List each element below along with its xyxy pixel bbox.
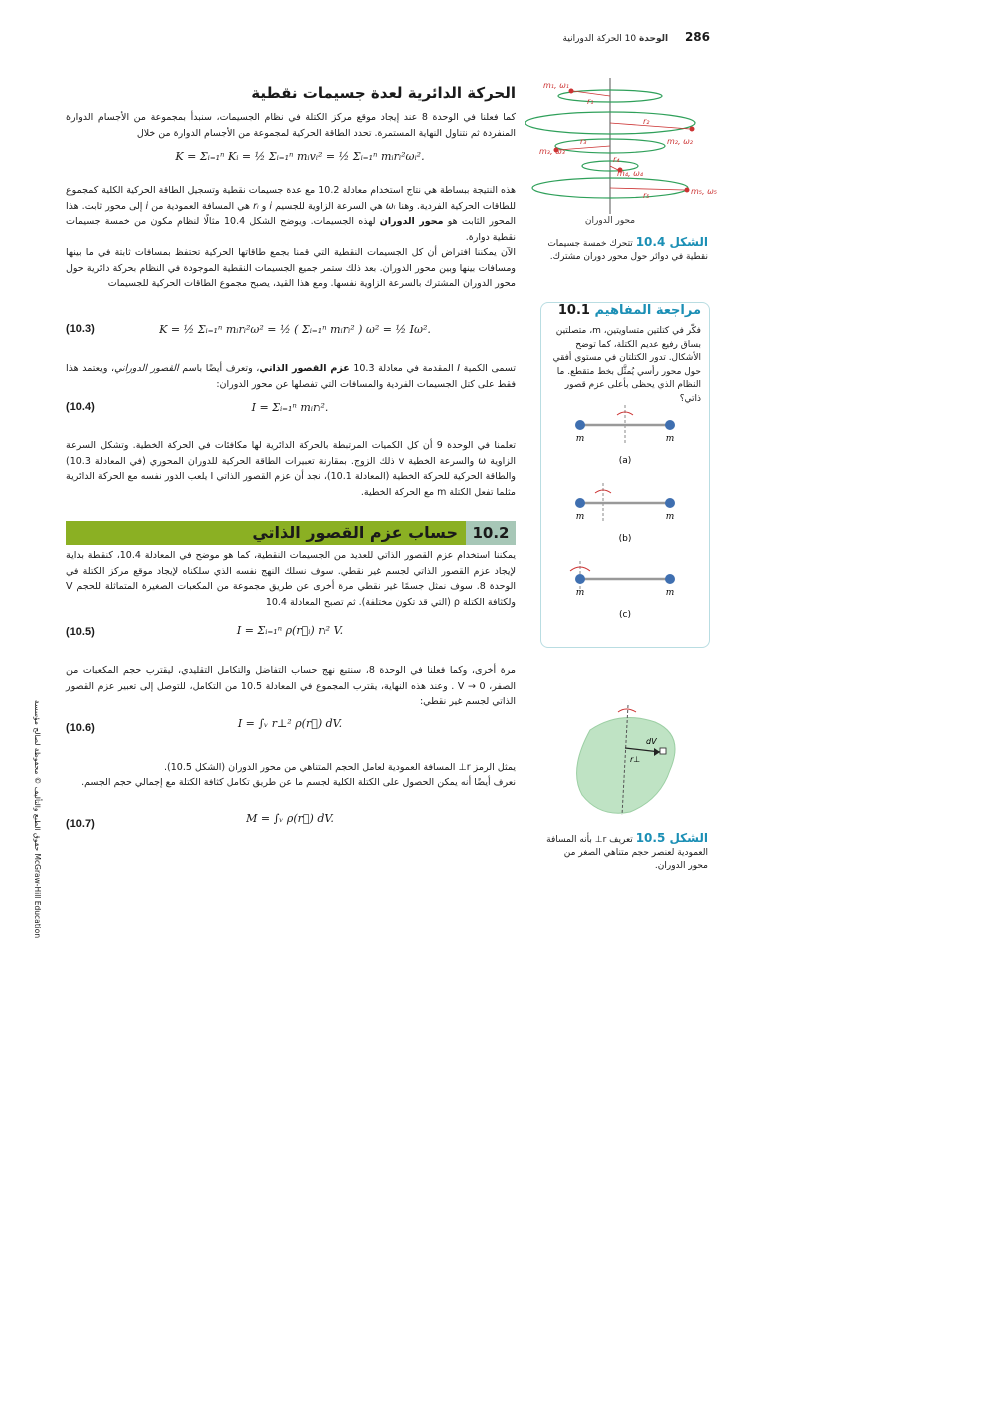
equation-number-10-7: (10.7) <box>66 818 95 830</box>
particle-2 <box>690 127 695 132</box>
paragraph-constraint: الآن يمكننا افتراض أن كل الجسيمات النقطية التي قمنا بجمع طاقاتها الحركية تحتفظ بمسافات ثابتة في ما بينها ومسافات بينها وبين محور الدوران. بعد ذلك ستمر جميع الجسيمات النقطية الموجودة في النظام بحركة دائرية حول محور الدوران المشترك بالسرعة الزاوية نفسها. ومع هذا القيد، يصبح مجموع الطاقات الحركية للجسيمات <box>66 247 516 289</box>
label-r4: r₄ <box>613 155 620 164</box>
section-2-title: حساب عزم القصور الذاتي <box>252 523 458 542</box>
mass-label-b-right: m <box>665 512 675 522</box>
p2-bold-axis: محور الدوران <box>379 216 444 227</box>
equation-number-10-6: (10.6) <box>66 722 95 734</box>
paragraph-nonpoint: يمكننا استخدام عزم القصور الذاتي للعديد من الجسيمات النقطية، كما هو موضح في المعادلة 10.4، كنقطة بداية لإيجاد عزم القصور الذاتي لجسم غير نقطي. سوف نسلك النهج نفسه الذي سلكناه لإيجاد موقع مركز الكتلة في الوحدة 8. سوف نمثل جسمًا غير نقطي مرة أخرى عن طريق مجموعة من المكعبات الصغيرة المتماثلة للحجم V ولكثافة الكتلة ρ (التي قد تكون مختلفة). ثم تصبح المعادلة 10.4 <box>66 550 516 608</box>
p2-text-b: هي السرعة الزاوية للجسيم <box>272 200 386 212</box>
label-r2: r₂ <box>643 117 650 126</box>
option-a-label: (a) <box>618 456 632 466</box>
equation-number-10-5: (10.5) <box>66 626 95 638</box>
figure-10-4-text: تتحرك خمسة جسيمات نقطية في دوائر حول محور دوران مشترك. <box>547 239 708 262</box>
figure-10-5-caption <box>545 832 708 873</box>
p2-omega: ωᵢ <box>385 200 396 212</box>
label-m2: m₂, ω₂ <box>667 137 693 146</box>
label-m3: m₃, ω₃ <box>539 147 565 156</box>
equation-10-5: I = Σᵢ₌₁ⁿ ρ(r⃗ᵢ) rᵢ² V. <box>236 624 344 637</box>
concept-review-box <box>540 302 710 648</box>
mass-c-right <box>665 574 675 584</box>
paragraph-integral-limit: مرة أخرى، وكما فعلنا في الوحدة 8، سنتبع نهج حساب التفاضل والتكامل التقليدي، ليقترب حجم المكعبات من الصفر، V → 0 . وعند هذه النهاية، يقترب المجموع في المعادلة 10.5 من التكامل، للتوصل إلى تعبير عزم القصور الذاتي لجسم غير نقطي: <box>66 665 517 707</box>
paragraph-analogy: تعلمنا في الوحدة 9 أن كل الكميات المرتبطة بالحركة الدائرية لها مكافئات في الحركة الخطية. وتشكل السرعة الزاوية ω والسرعة الخطية v ذلك الزوج. بمقارنة تعبيرات الطاقة الحركية للدوران المحوري (في المعادلة 10.3) والطاقة الحركية للحركة الخطية (المعادلة 10.1)، نجد أن عزم القصور الذاتي I يلعب الدور نفسه مع الحركة الدائرية مثلما تفعل الكتلة m مع الحركة الخطية. <box>66 440 517 498</box>
p4-text-d: ، ويعتمد هذا فقط على كتل الجسيمات الفردية والمسافات التي تفصلها عن محور الدوران: <box>66 363 516 390</box>
equation-number-10-3: (10.3) <box>66 323 95 335</box>
paragraph-total-mass: نعرف أيضًا أنه يمكن الحصول على الكتلة الكلية لجسم ما عن طريق تكامل كثافة الكتلة مع إجمالي حجم الجسم. <box>81 777 516 788</box>
p4-text-c: ، وتعرف أيضًا باسم <box>178 363 260 374</box>
mass-b-left <box>575 498 585 508</box>
irregular-body <box>577 718 675 814</box>
unit-number: 10 <box>624 34 637 44</box>
mass-label-a-right: m <box>665 434 675 444</box>
running-header <box>540 30 710 48</box>
unit-label: الوحدة <box>638 34 669 44</box>
mass-c-left <box>575 574 585 584</box>
rotation-arrow <box>618 709 636 712</box>
mass-label-a-left: m <box>575 434 585 444</box>
dumbbell-options <box>555 403 695 633</box>
paragraph-intro: كما فعلنا في الوحدة 8 عند إيجاد موقع مركز الكتلة في نظام الجسيمات، سنبدأ بمجموعة من الأجسام الدوارة المنفردة ثم نتناول النهاية المستمرة. تحدد الطاقة الحركية لمجموعة من الأجسام الدوارة من خلال <box>66 112 516 139</box>
p2-text-a: هذه النتيجة ببساطة هي نتاج استخدام معادلة 10.2 مع عدة جسيمات نقطية وتسجيل الطاقة الحركية الكلية كمجموع للطاقات الحركية الفردية. وهنا <box>66 185 516 212</box>
p2-i-2: i <box>145 200 149 212</box>
p2-text-c: و <box>258 200 270 212</box>
equation-number-10-4: (10.4) <box>66 401 95 413</box>
label-r1: r₁ <box>587 97 594 106</box>
p2-text-f: لهذه الجسيمات. ويوضح الشكل 10.4 مثالًا لنظام مكون من خمسة جسيمات نقطية دوارة. <box>66 216 516 243</box>
section-banner <box>66 521 516 545</box>
unit-title: الحركة الدورانية <box>562 34 622 44</box>
dV-label: dV <box>646 737 657 746</box>
copyright-text: حقوق الطبع والتأليف © محفوظة لصالح مؤسسة McGraw-Hill Education <box>33 700 42 939</box>
radius-3 <box>558 146 610 150</box>
equation-10-6: I = ∫ᵥ r⊥² ρ(r⃗) dV. <box>237 717 343 730</box>
label-m4: m₄, ω₄ <box>617 169 643 178</box>
radius-1 <box>573 91 610 96</box>
mass-label-c-right: m <box>665 588 675 598</box>
mass-label-b-left: m <box>575 512 585 522</box>
radius-5 <box>610 188 685 190</box>
mass-b-right <box>665 498 675 508</box>
volume-element <box>660 748 666 754</box>
concept-review-number: 10.1 <box>557 303 590 318</box>
p4-italic-rotational: القصور الدوراني <box>114 363 179 374</box>
concept-review-question: فكّر في كتلتين متساويتين، m، متصلتين بساق رفيع عديم الكتلة، كما توضح الأشكال. تدور الكتلتان في مستوى أفقي حول محور رأسي يُمثَّل بخط متقطع. ما النظام الذي يحظى بأعلى عزم قصور ذاتي؟ <box>552 326 701 404</box>
axis-label: محور الدوران <box>584 216 636 226</box>
p4-text-a: تسمى الكمية <box>460 363 517 374</box>
concept-review-label: مراجعة المفاهيم <box>594 303 701 318</box>
paragraph-kinetic-explanation <box>66 183 516 245</box>
mass-label-c-left: m <box>575 588 585 598</box>
copyright-credit <box>30 700 44 939</box>
equation-10-3: K = ½ Σᵢ₌₁ⁿ mᵢrᵢ²ω² = ½ ( Σᵢ₌₁ⁿ mᵢrᵢ² ) ω² = ½ Iω². <box>159 323 431 336</box>
equation-10-7: M = ∫ᵥ ρ(r⃗) dV. <box>246 812 334 825</box>
equation-kinetic-sum: K = Σᵢ₌₁ⁿ Kᵢ = ½ Σᵢ₌₁ⁿ mᵢvᵢ² = ½ Σᵢ₌₁ⁿ mᵢrᵢ²ωᵢ². <box>175 150 425 163</box>
p2-text-d: هي المسافة العمودية من <box>148 200 254 212</box>
equation-10-4: I = Σᵢ₌₁ⁿ mᵢrᵢ². <box>251 401 329 414</box>
figure-10-4-illustration <box>525 76 720 226</box>
figure-10-5-label: الشكل 10.5 <box>635 831 708 845</box>
label-r3: r₃ <box>580 137 587 146</box>
radius-2 <box>610 123 690 129</box>
label-m5: m₅, ω₅ <box>691 187 717 196</box>
rotation-arrow-a <box>617 412 633 415</box>
particle-1 <box>569 89 574 94</box>
p4-bold-moment: عزم القصور الذاتي <box>259 363 350 374</box>
p2-text-e: إلى محور ثابت. هذا المحور الثابت هو <box>66 200 517 227</box>
rotation-arrow-b <box>595 490 611 493</box>
concept-review-title <box>558 303 701 318</box>
paragraph-rperp: يمثل الرمز r⊥ المسافة العمودية لعامل الحجم المتناهي من محور الدوران (الشكل 10.5). <box>164 762 516 773</box>
p4-I: I <box>457 363 461 374</box>
section-title: الحركة الدائرية لعدة جسيمات نقطية <box>251 84 516 102</box>
rperp-label: r⊥ <box>630 755 641 764</box>
option-c-label: (c) <box>619 610 631 620</box>
label-m1: m₁, ω₁ <box>543 81 569 90</box>
figure-10-4-label: الشكل 10.4 <box>635 235 708 249</box>
paragraph-moment-definition <box>66 361 516 392</box>
figure-10-5-illustration <box>560 700 700 820</box>
option-b-label: (b) <box>618 534 632 544</box>
mass-a-left <box>575 420 585 430</box>
p4-text-b: المقدمة في معادلة 10.3 <box>349 363 458 374</box>
p2-i: i <box>269 200 273 212</box>
page-number: 286 <box>684 30 710 44</box>
section-number: 10.2 <box>466 521 516 545</box>
figure-10-4-caption <box>540 236 708 264</box>
p2-r: rᵢ <box>253 200 259 212</box>
mass-a-right <box>665 420 675 430</box>
particle-5 <box>685 188 690 193</box>
figure-10-5-text: تعريف r⊥ بأنه المسافة العمودية لعنصر حجم متناهي الصغر من محور الدوران. <box>546 835 708 871</box>
label-r5: r₅ <box>643 191 650 200</box>
